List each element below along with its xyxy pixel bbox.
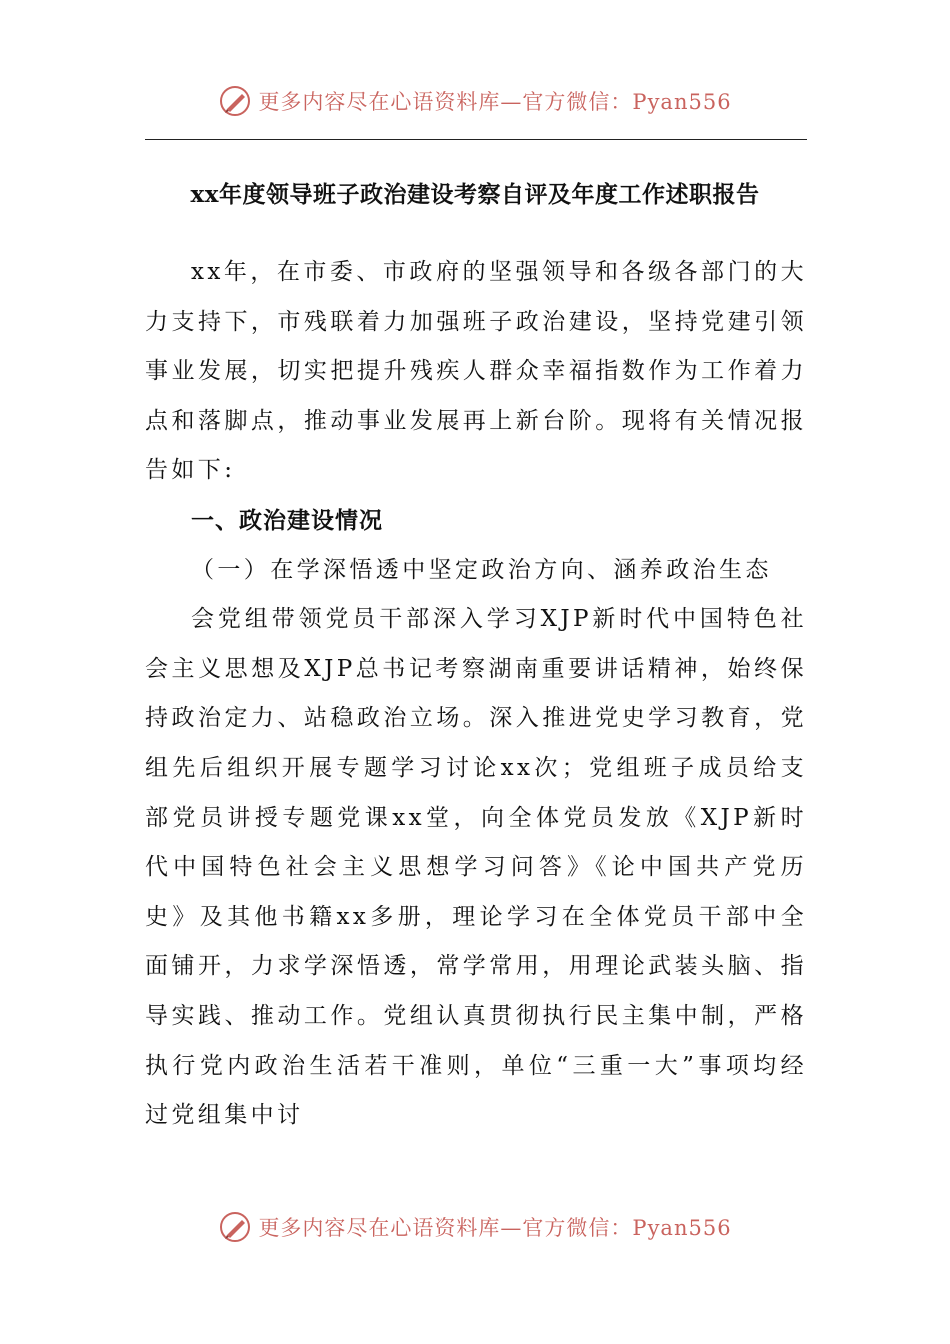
subsection-heading: （一）在学深悟透中坚定政治方向、涵养政治生态 <box>191 556 772 583</box>
pen-logo-icon <box>218 84 252 118</box>
watermark-text: 更多内容尽在心语资料库—官方微信：Pyan556 <box>258 1216 732 1240</box>
document-title: xx年度领导班子政治建设考察自评及年度工作述职报告 <box>190 181 760 208</box>
body-paragraph: 会党组带领党员干部深入学习XJP新时代中国特色社会主义思想及XJP总书记考察湖南重要讲话精神，始终保持政治定力、站稳政治立场。深入推进党史学习教育，党组先后组织开展专题学习讨论xx次；党组班子成员给支部党员讲授专题党课xx堂，向全体党员发放《XJP新时代中国特色社会主义思想学习问答》《论中国共产党历史》及其他书籍xx多册，理论学习在全体党员干部中全面铺开，力求学深悟透，常学常用，用理论武装头脑、指导实践、推动工作。党组认真贯彻执行民主集中制，严格执行党内政治生活若干准则，单位“三重一大”事项均经过党组集中讨 <box>145 606 807 1129</box>
footer-watermark <box>0 1210 950 1244</box>
document-body <box>145 248 807 1141</box>
intro-paragraph: xx年，在市委、市政府的坚强领导和各级各部门的大力支持下，市残联着力加强班子政治建设，坚持党建引领事业发展，切实把提升残疾人群众幸福指数作为工作着力点和落脚点，推动事业发展再上新台阶。现将有关情况报告如下: <box>145 259 807 484</box>
pen-logo-icon <box>218 1210 252 1244</box>
header-watermark <box>0 84 950 118</box>
header-divider <box>145 139 807 140</box>
section-heading: 一、政治建设情况 <box>191 506 383 534</box>
watermark-text: 更多内容尽在心语资料库—官方微信：Pyan556 <box>258 90 732 114</box>
